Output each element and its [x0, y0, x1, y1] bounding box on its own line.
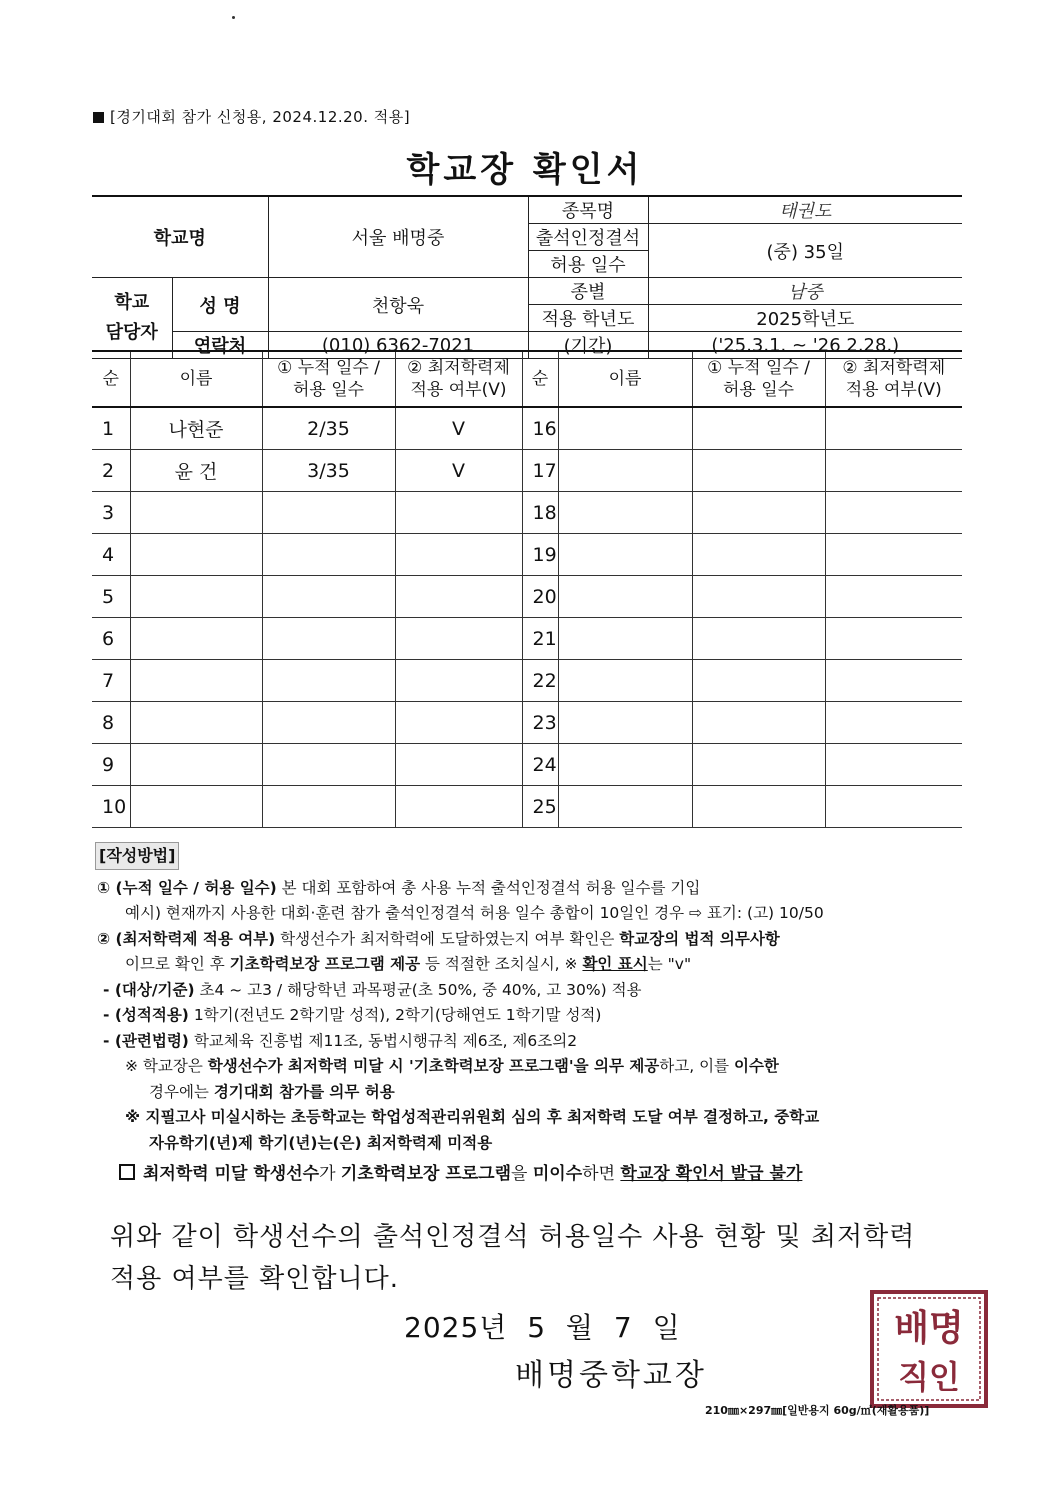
name-cell — [558, 492, 692, 534]
signer-title: 배명중학교장 — [515, 1358, 707, 1393]
event-value: 태권도 — [648, 196, 962, 224]
minimum-cell: V — [395, 407, 522, 450]
scan-dot — [232, 16, 235, 19]
order-cell: 24 — [522, 744, 558, 786]
seal-text: 배명 — [894, 1307, 964, 1349]
school-seal-stamp — [868, 1288, 990, 1410]
name-cell — [558, 618, 692, 660]
order-cell: 4 — [92, 534, 130, 576]
year-value: 2025학년도 — [648, 305, 962, 332]
order-cell: 2 — [92, 450, 130, 492]
minimum-cell — [395, 492, 522, 534]
header-note — [93, 106, 410, 127]
contact-label: 연락처 — [172, 332, 268, 359]
allow-days-label: 출석인정결석 — [528, 224, 648, 251]
roster-header-row — [92, 351, 962, 407]
days-cell — [692, 407, 825, 450]
guide-notice: 최저학력 미달 학생선수가 기초학력보장 프로그램을 미이수하면 학교장 확인서 발급 불가 — [95, 1162, 965, 1188]
order-cell: 6 — [92, 618, 130, 660]
days-header: ① 누적 일수 / 허용 일수 — [692, 351, 825, 407]
name-cell — [130, 702, 262, 744]
minimum-cell — [395, 744, 522, 786]
table-row — [92, 450, 962, 492]
confirmation-line: 적용 여부를 확인합니다. — [110, 1264, 399, 1294]
guide-line: ① (누적 일수 / 허용 일수) 본 대회 포함하여 총 사용 누적 출석인정결석 허용 일수를 기입 — [97, 878, 701, 897]
days-cell — [262, 744, 395, 786]
guide-title: [작성방법] — [95, 842, 179, 870]
allow-days-value: (중) 35일 — [648, 224, 962, 278]
name-label: 성 명 — [172, 278, 268, 332]
name-cell — [130, 492, 262, 534]
order-cell: 20 — [522, 576, 558, 618]
period-value: ('25.3.1. ~ '26 2.28.) — [648, 332, 962, 359]
manager-name: 천항욱 — [268, 278, 528, 332]
name-cell — [558, 744, 692, 786]
paper-spec: 210㎜×297㎜[일반용지 60g/㎡(재활용품)] — [705, 1404, 930, 1417]
name-header: 이름 — [130, 351, 262, 407]
order-cell: 9 — [92, 744, 130, 786]
order-header: 순 — [92, 351, 130, 407]
year-label: 적용 학년도 — [528, 305, 648, 332]
table-row — [92, 534, 962, 576]
days-cell — [692, 744, 825, 786]
name-cell — [558, 407, 692, 450]
name-cell — [558, 576, 692, 618]
name-cell — [558, 702, 692, 744]
school-name: 서울 배명중 — [268, 196, 528, 278]
name-cell: 나현준 — [130, 407, 262, 450]
days-cell — [262, 534, 395, 576]
table-row — [92, 786, 962, 828]
roster-table — [92, 350, 962, 828]
minimum-cell — [825, 407, 962, 450]
order-cell: 16 — [522, 407, 558, 450]
order-cell: 19 — [522, 534, 558, 576]
order-cell: 10 — [92, 786, 130, 828]
minimum-cell — [825, 786, 962, 828]
confirmation-line: 위와 같이 학생선수의 출석인정결석 허용일수 사용 현황 및 최저학력 — [110, 1222, 916, 1252]
order-header: 순 — [522, 351, 558, 407]
checkbox-square-icon — [119, 1164, 135, 1180]
table-row — [92, 660, 962, 702]
minimum-cell: V — [395, 450, 522, 492]
days-header: ① 누적 일수 / 허용 일수 — [262, 351, 395, 407]
minimum-cell — [825, 534, 962, 576]
manager-label: 학교 담당자 — [92, 278, 172, 359]
event-label: 종목명 — [528, 196, 648, 224]
order-cell: 18 — [522, 492, 558, 534]
minimum-cell — [395, 576, 522, 618]
days-cell — [262, 786, 395, 828]
minimum-header: ② 최저학력제 적용 여부(V) — [825, 351, 962, 407]
minimum-cell — [395, 702, 522, 744]
name-cell: 윤 건 — [130, 450, 262, 492]
minimum-cell — [395, 660, 522, 702]
minimum-cell — [395, 618, 522, 660]
name-cell — [130, 744, 262, 786]
order-cell: 25 — [522, 786, 558, 828]
allow-days-label-2: 허용 일수 — [528, 251, 648, 278]
minimum-cell — [825, 660, 962, 702]
order-cell: 5 — [92, 576, 130, 618]
name-cell — [130, 786, 262, 828]
header-note-text: [경기대회 참가 신청용, 2024.12.20. 적용] — [110, 108, 411, 126]
minimum-cell — [825, 450, 962, 492]
days-cell — [692, 534, 825, 576]
days-cell — [692, 786, 825, 828]
table-row — [92, 744, 962, 786]
days-cell — [262, 660, 395, 702]
name-cell — [558, 660, 692, 702]
table-row — [92, 618, 962, 660]
order-cell: 17 — [522, 450, 558, 492]
writing-guide — [95, 842, 965, 1188]
square-bullet-icon — [93, 112, 104, 123]
order-cell: 22 — [522, 660, 558, 702]
guide-line: - (대상/기준) 초4 ~ 고3 / 해당학년 과목평균(초 50%, 중 40%, 고 30%) 적용 — [103, 980, 642, 999]
guide-line: ※ 지필고사 미실시하는 초등학교는 학업성적관리위원회 심의 후 최저학력 도달 여부 결정하고, 중학교 — [125, 1108, 820, 1126]
minimum-cell — [825, 492, 962, 534]
name-cell — [130, 660, 262, 702]
minimum-cell — [825, 702, 962, 744]
category-label: 종별 — [528, 278, 648, 305]
confirmation-statement — [110, 1216, 970, 1300]
name-cell — [130, 534, 262, 576]
days-cell — [262, 576, 395, 618]
category-value: 남중 — [648, 278, 962, 305]
table-row — [92, 492, 962, 534]
days-cell — [262, 702, 395, 744]
minimum-cell — [395, 534, 522, 576]
guide-line: ※ 학교장은 학생선수가 최저학력 미달 시 '기초학력보장 프로그램'을 의무 제공하고, 이를 이수한 — [125, 1057, 779, 1075]
year-label-2: (기간) — [528, 332, 648, 359]
order-cell: 7 — [92, 660, 130, 702]
days-cell — [692, 702, 825, 744]
guide-line: 이므로 확인 후 기초학력보장 프로그램 제공 등 적절한 조치실시, ※ 확인 표시는 "v" — [125, 955, 692, 973]
days-cell — [692, 450, 825, 492]
order-cell: 8 — [92, 702, 130, 744]
guide-line: 예시) 현재까지 사용한 대회·훈련 참가 출석인정결석 허용 일수 총합이 10일인 경우 ⇨ 표기: (고) 10/50 — [125, 904, 824, 922]
table-row — [92, 407, 962, 450]
table-row — [92, 702, 962, 744]
info-table — [92, 195, 962, 359]
name-cell — [130, 618, 262, 660]
name-cell — [130, 576, 262, 618]
minimum-cell — [825, 744, 962, 786]
minimum-cell — [825, 618, 962, 660]
contact-value: (010) 6362-7021 — [268, 332, 528, 359]
name-header: 이름 — [558, 351, 692, 407]
minimum-cell — [825, 576, 962, 618]
days-cell — [692, 492, 825, 534]
guide-line: 자유학기(년)제 학기(년)는(은) 최저학력제 미적용 — [149, 1133, 493, 1152]
name-cell — [558, 534, 692, 576]
days-cell — [692, 660, 825, 702]
guide-line: ② (최저학력제 적용 여부) 학생선수가 최저학력에 도달하였는지 여부 확인은 학교장의 법적 의무사항 — [97, 929, 780, 948]
days-cell: 3/35 — [262, 450, 395, 492]
table-row — [92, 576, 962, 618]
guide-line: - (관련법령) 학교체육 진흥법 제11조, 동법시행규칙 제6조, 제6조의2 — [103, 1031, 578, 1050]
name-cell — [558, 450, 692, 492]
document-title: 학교장 확인서 — [406, 150, 644, 190]
roster-body — [92, 407, 962, 828]
guide-line: - (성적적용) 1학기(전년도 2학기말 성적), 2학기(당해연도 1학기말 성적) — [103, 1006, 602, 1024]
order-cell: 21 — [522, 618, 558, 660]
days-cell — [262, 492, 395, 534]
days-cell — [262, 618, 395, 660]
guide-line: 경우에는 경기대회 참가를 의무 허용 — [149, 1082, 395, 1101]
days-cell: 2/35 — [262, 407, 395, 450]
days-cell — [692, 576, 825, 618]
minimum-header: ② 최저학력제 적용 여부(V) — [395, 351, 522, 407]
minimum-cell — [395, 786, 522, 828]
days-cell — [692, 618, 825, 660]
seal-text: 직인 — [898, 1358, 960, 1396]
issue-date: 2025년 5 월 7 일 — [404, 1311, 681, 1344]
order-cell: 23 — [522, 702, 558, 744]
school-name-label: 학교명 — [92, 196, 268, 278]
name-cell — [558, 786, 692, 828]
order-cell: 3 — [92, 492, 130, 534]
order-cell: 1 — [92, 407, 130, 450]
